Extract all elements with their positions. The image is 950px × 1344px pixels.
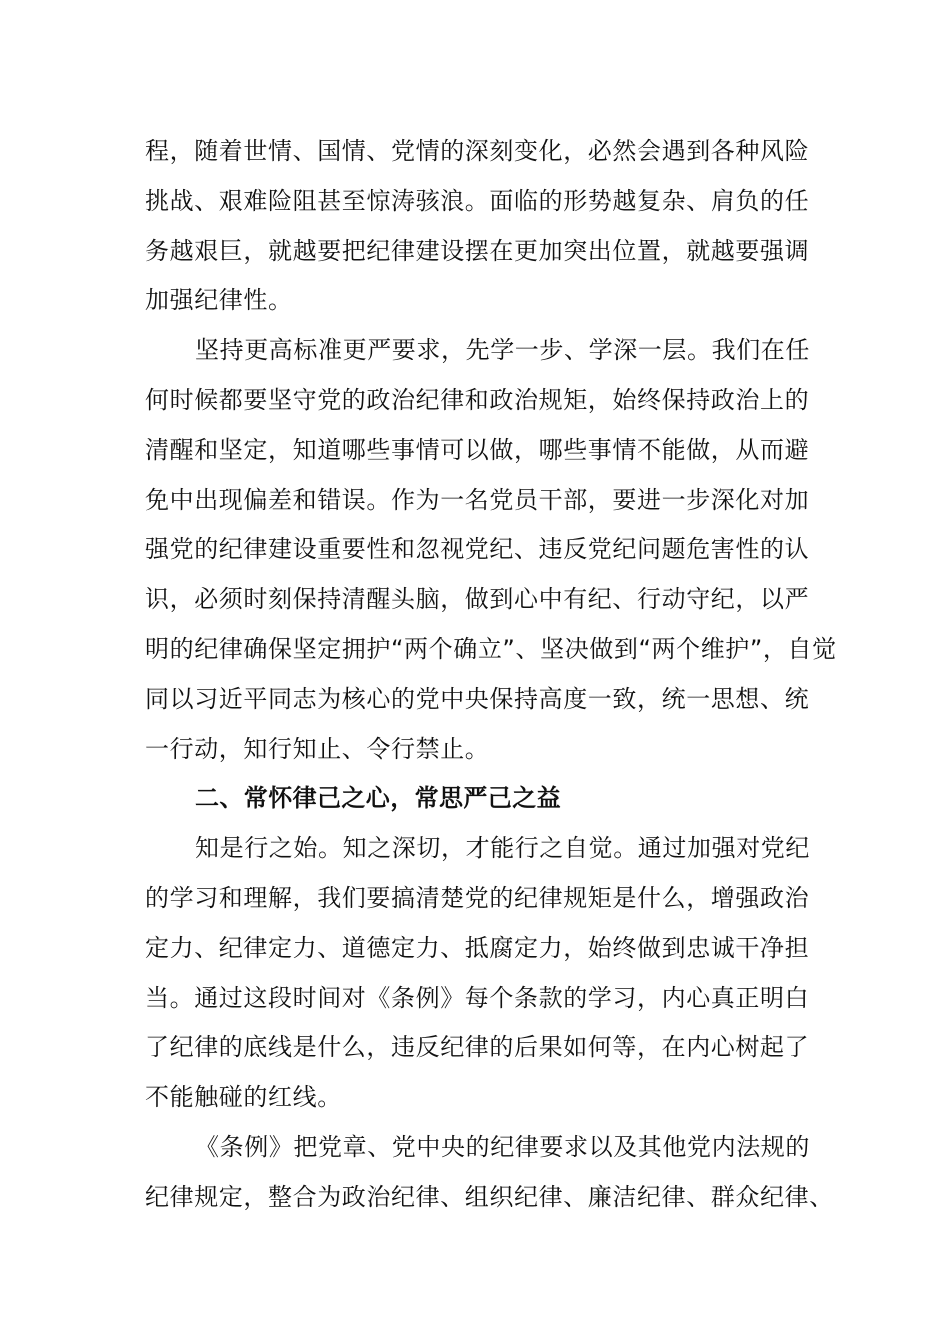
paragraph: [145, 326, 837, 774]
paragraph: [145, 824, 810, 1123]
text-line: 了纪律的底线是什么，违反纪律的后果如何等，在内心树起了: [145, 1033, 810, 1062]
text-line: 的学习和理解，我们要搞清楚党的纪律规矩是什么，增强政治: [145, 883, 810, 912]
paragraph: [145, 127, 810, 326]
text-line: 一行动，知行知止、令行禁止。: [145, 734, 490, 763]
text-line: 清醒和坚定，知道哪些事情可以做，哪些事情不能做，从而避: [145, 435, 810, 464]
text-line: 免中出现偏差和错误。作为一名党员干部，要进一步深化对加: [145, 485, 810, 514]
text-line: 明的纪律确保坚定拥护“两个确立”、坚决做到“两个维护”，自觉: [145, 634, 837, 663]
text-line: 何时候都要坚守党的政治纪律和政治规矩，始终保持政治上的: [145, 385, 810, 414]
text-line: 挑战、艰难险阻甚至惊涛骇浪。面临的形势越复杂、肩负的任: [145, 186, 810, 215]
text-line: 程，随着世情、国情、党情的深刻变化，必然会遇到各种风险: [145, 137, 810, 165]
text-line: 同以习近平同志为核心的党中央保持高度一致，统一思想、统: [145, 684, 810, 713]
paragraph: [145, 1123, 834, 1223]
text-line: 定力、纪律定力、道德定力、抵腐定力，始终做到忠诚干净担: [145, 933, 810, 962]
text-line: 务越艰巨，就越要把纪律建设摆在更加突出位置，就越要强调: [145, 236, 810, 265]
text-line: 识，必须时刻保持清醒头脑，做到心中有纪、行动守纪，以严: [145, 585, 810, 614]
text-line: 加强纪律性。: [145, 286, 293, 315]
text-line: 知是行之始。知之深切，才能行之自觉。通过加强对党纪: [195, 834, 810, 863]
text-line: 纪律规定，整合为政治纪律、组织纪律、廉洁纪律、群众纪律、: [145, 1182, 834, 1211]
text-line: 坚持更高标准更严要求，先学一步、学深一层。我们在任: [195, 336, 810, 365]
text-line: 当。通过这段时间对《条例》每个条款的学习，内心真正明白: [145, 983, 810, 1012]
section-heading: 二、常怀律己之心，常思严己之益: [195, 784, 561, 813]
text-line: 《条例》把党章、党中央的纪律要求以及其他党内法规的: [195, 1132, 810, 1161]
text-line: 不能触碰的红线。: [145, 1083, 342, 1112]
document-body: [145, 127, 837, 1223]
text-line: 强党的纪律建设重要性和忽视党纪、违反党纪问题危害性的认: [145, 535, 810, 564]
